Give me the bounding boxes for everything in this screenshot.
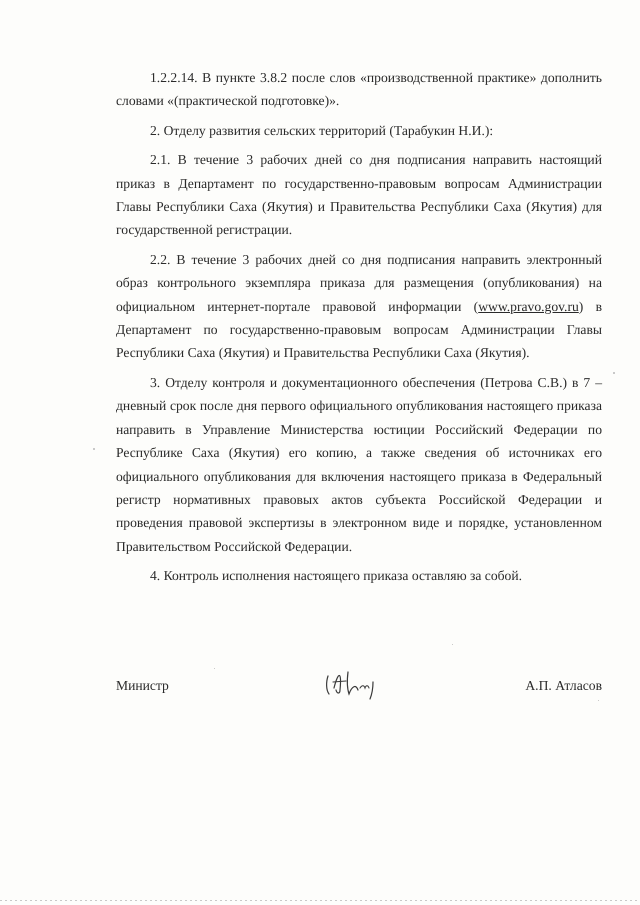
paragraph-2: 2. Отделу развития сельских территорий (Тарабукин Н.И.): bbox=[150, 122, 494, 138]
paragraph-3: 3. Отделу контроля и документационного обеспечения (Петрова С.В.) в 7 – дневный срок после дня первого официального опубликования настоящего приказа направить в Управление Министерства юстиции Российский Федерации по Республике Саха (Якутия) его копию, а также сведения об источниках его официального опубликования для включения настоящего приказа в Федеральный регистр нормативных правовых актов субъекта Российской Федерации и проведения правовой экспертизы в электронном виде и порядке, установленном Правительством Российской Федерации. bbox=[116, 374, 602, 554]
handwritten-signature bbox=[322, 666, 382, 702]
signatory-title: Министр bbox=[116, 678, 169, 693]
signature-block bbox=[116, 676, 602, 706]
scan-speck bbox=[93, 448, 95, 450]
scan-speck bbox=[214, 668, 215, 669]
paragraph-2-1: 2.1. В течение 3 рабочих дней со дня подписания направить настоящий приказ в Департамент по государственно-правовым вопросам Администрации Главы Республики Саха (Якутия) и Правительства Республики Саха (Якутия) для государственной регистрации. bbox=[116, 152, 602, 238]
paragraph-2-2 bbox=[116, 248, 602, 365]
document-body bbox=[116, 66, 602, 594]
paragraph-2-2-text-after-link: ) в Департамент по государственно-правовым вопросам Администрации Главы Республики Саха (Якутия) и Правительства Республики Саха (Якутия). bbox=[116, 298, 602, 361]
pravo-portal-link[interactable]: www.pravo.gov.ru bbox=[478, 298, 579, 314]
signatory-name: А.П. Атласов bbox=[525, 678, 602, 693]
paragraph-4: 4. Контроль исполнения настоящего приказа оставляю за собой. bbox=[150, 568, 523, 584]
paragraph-2-2-text-before-link: 2.2. В течение 3 рабочих дней со дня подписания направить электронный образ контрольного экземпляра приказа для размещения (опубликования) на официальном интернет-портале правовой информации ( bbox=[116, 251, 602, 314]
scan-speck bbox=[598, 700, 599, 701]
scan-speck bbox=[613, 372, 615, 374]
scan-speck bbox=[452, 644, 453, 645]
paragraph-1-2-2-14: 1.2.2.14. В пункте 3.8.2 после слов «производственной практике» дополнить словами «(практической подготовке)». bbox=[116, 70, 602, 109]
scan-bottom-edge bbox=[0, 900, 640, 901]
